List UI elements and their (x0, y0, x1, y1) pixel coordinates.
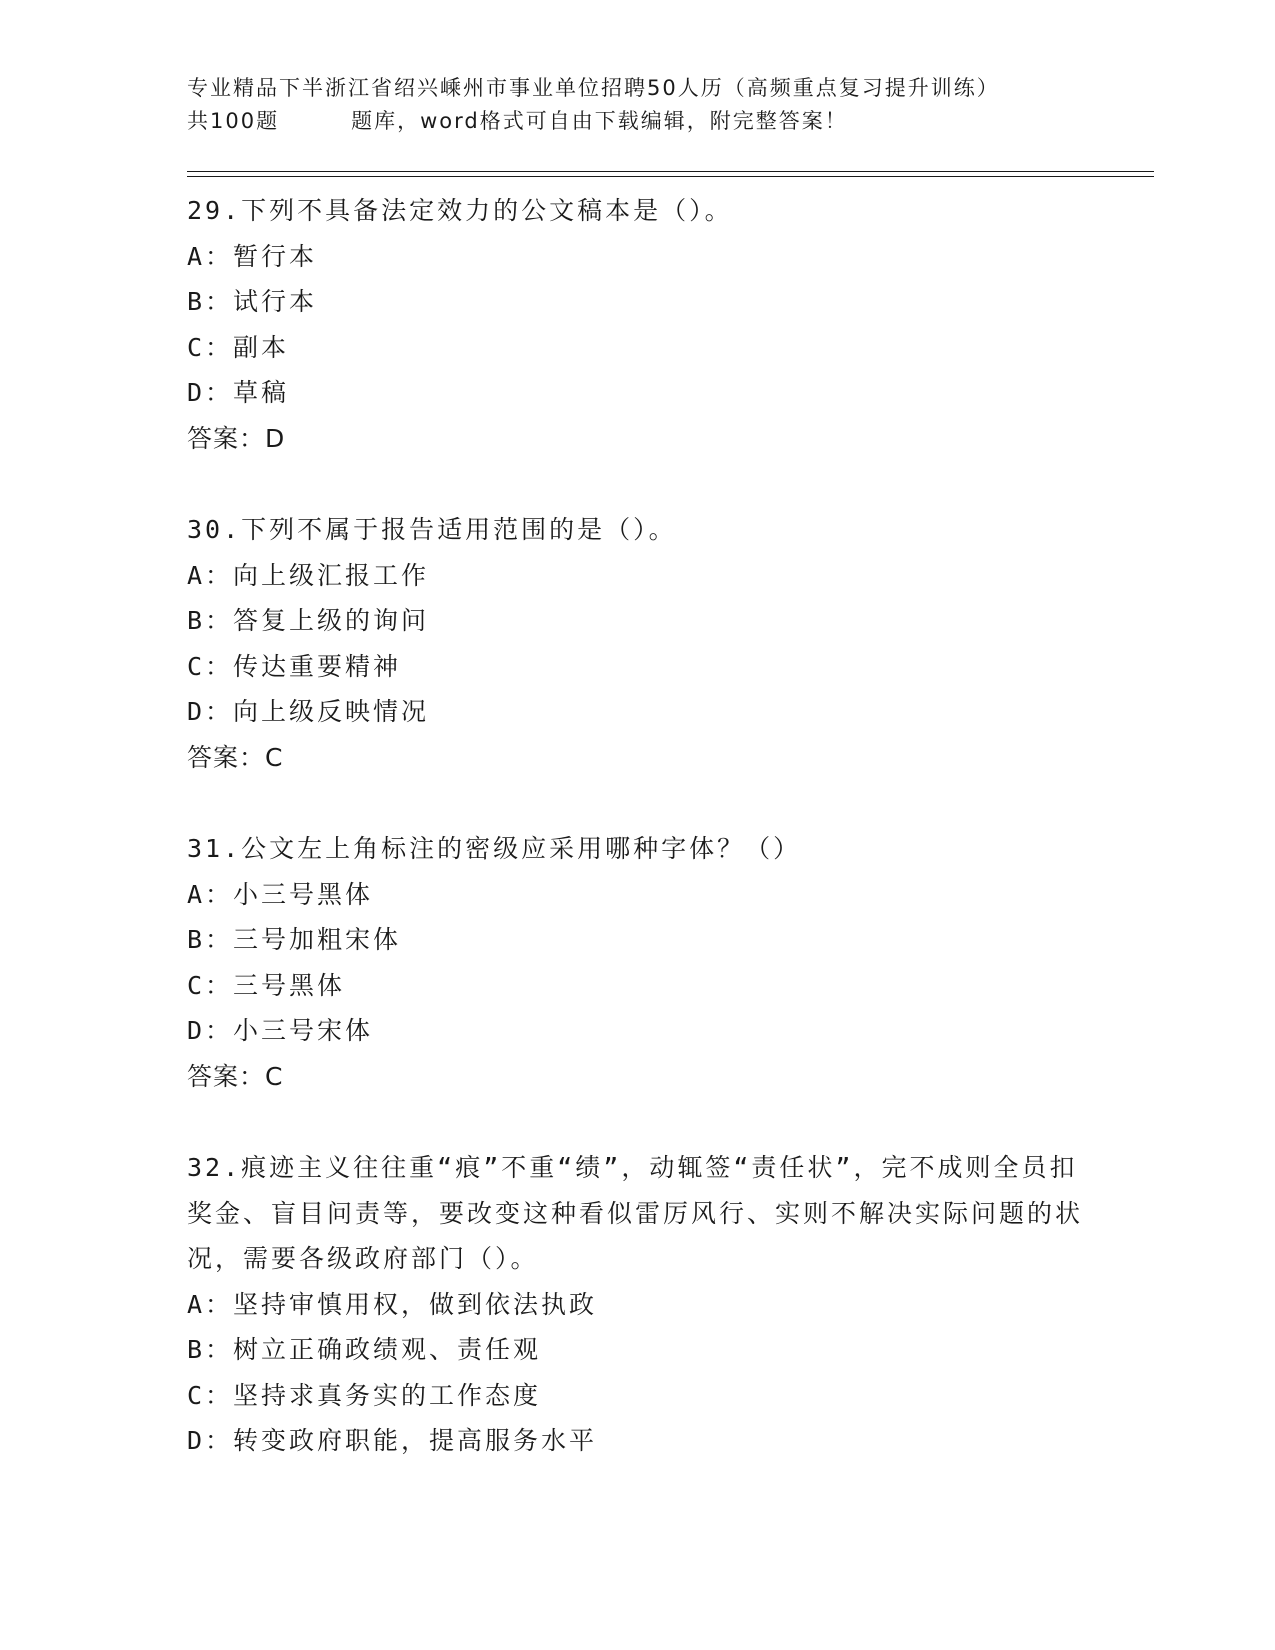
document-header (187, 72, 1147, 138)
option-a: A：向上级汇报工作 (187, 560, 430, 590)
option-b: B：三号加粗宋体 (187, 925, 402, 954)
option-d: D：草稿 (187, 378, 290, 407)
option-c: C：三号黑体 (187, 970, 346, 1000)
header-question-count: 共100题 (187, 109, 280, 133)
header-description: 题库，word格式可自由下载编辑，附完整答案！ (351, 109, 848, 133)
question-stem: 29.下列不具备法定效力的公文稿本是（）。 (187, 196, 733, 225)
answer-line: 答案：D (187, 423, 286, 453)
question-32 (187, 1145, 1087, 1464)
question-stem: 31.公文左上角标注的密级应采用哪种字体？（） (187, 834, 802, 863)
question-list (187, 188, 1087, 1510)
option-a: A：暂行本 (187, 241, 318, 271)
option-b: B：试行本 (187, 287, 318, 316)
answer-line: 答案：C (187, 1061, 284, 1091)
question-stem: 32.痕迹主义往往重“痕”不重“绩”，动辄签“责任状”，完不成则全员扣奖金、盲目问责等，要改变这种看似雷厉风行、实则不解决实际问题的状况，需要各级政府部门（）。 (187, 1153, 1084, 1273)
option-d: D：转变政府职能，提高服务水平 (187, 1426, 598, 1455)
option-d: D：小三号宋体 (187, 1016, 374, 1045)
option-b: B：答复上级的询问 (187, 606, 430, 635)
option-a: A：坚持审慎用权，做到依法执政 (187, 1289, 598, 1319)
header-divider-top (187, 171, 1154, 172)
question-29 (187, 188, 1087, 461)
question-stem: 30.下列不属于报告适用范围的是（）。 (187, 515, 677, 544)
option-d: D：向上级反映情况 (187, 697, 430, 726)
option-c: C：传达重要精神 (187, 651, 402, 681)
option-c: C：坚持求真务实的工作态度 (187, 1380, 542, 1410)
header-divider-bottom (187, 176, 1154, 177)
question-30 (187, 507, 1087, 780)
option-c: C：副本 (187, 332, 290, 362)
question-31 (187, 826, 1087, 1099)
option-b: B：树立正确政绩观、责任观 (187, 1335, 542, 1364)
header-title-line: 专业精品下半浙江省绍兴嵊州市事业单位招聘50人历（高频重点复习提升训练） (187, 76, 1000, 100)
header-subtitle-line (187, 105, 1147, 138)
answer-line: 答案：C (187, 742, 284, 772)
option-a: A：小三号黑体 (187, 879, 374, 909)
